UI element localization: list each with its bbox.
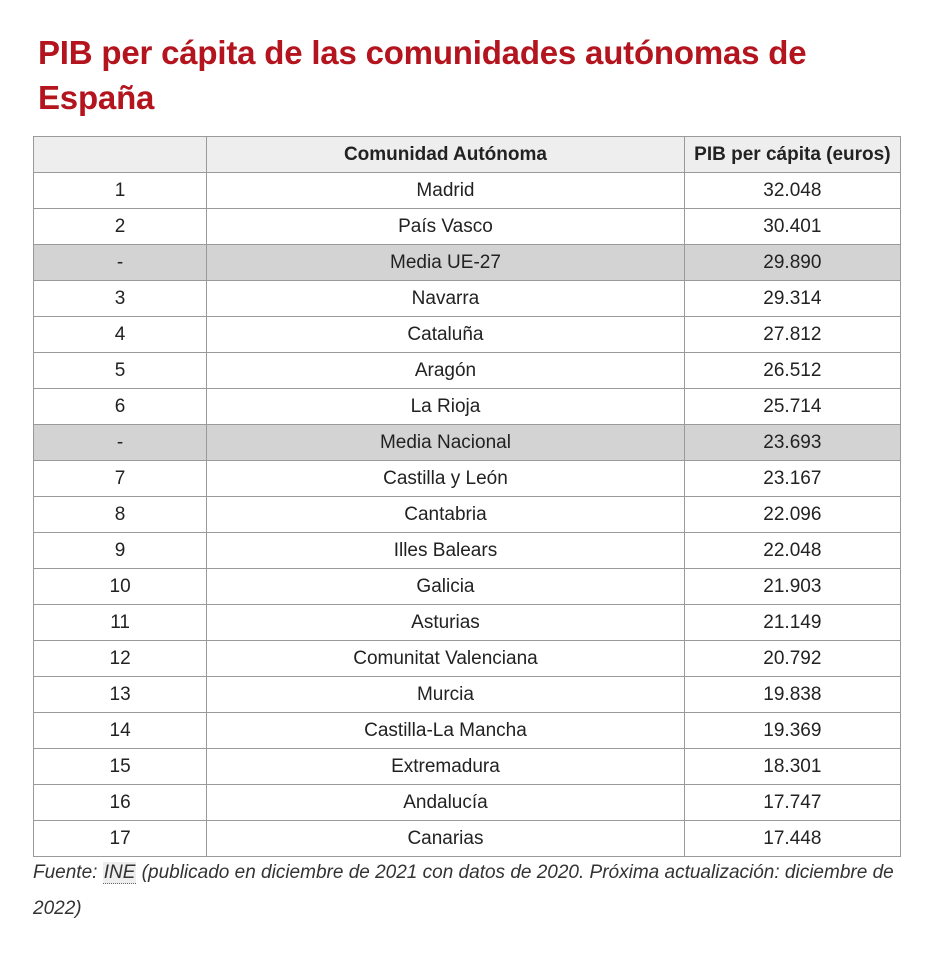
table-row [34, 641, 901, 677]
cell-gdp-per-capita: 29.314 [684, 281, 900, 317]
table-row [34, 425, 901, 461]
table-row [34, 533, 901, 569]
cell-community: Aragón [207, 353, 685, 389]
table-body [34, 173, 901, 857]
cell-rank: 3 [34, 281, 207, 317]
cell-rank: 6 [34, 389, 207, 425]
cell-rank: 14 [34, 713, 207, 749]
table-row [34, 317, 901, 353]
cell-gdp-per-capita: 19.838 [684, 677, 900, 713]
cell-community: La Rioja [207, 389, 685, 425]
cell-rank: 11 [34, 605, 207, 641]
cell-gdp-per-capita: 20.792 [684, 641, 900, 677]
cell-gdp-per-capita: 21.149 [684, 605, 900, 641]
table-row [34, 245, 901, 281]
cell-gdp-per-capita: 30.401 [684, 209, 900, 245]
cell-rank: 4 [34, 317, 207, 353]
table-row [34, 353, 901, 389]
cell-community: Cantabria [207, 497, 685, 533]
header-gdp-per-capita: PIB per cápita (euros) [684, 137, 900, 173]
table-row [34, 713, 901, 749]
cell-rank: 15 [34, 749, 207, 785]
header-community: Comunidad Autónoma [207, 137, 685, 173]
page-title: PIB per cápita de las comunidades autónomas de España [38, 34, 807, 116]
cell-gdp-per-capita: 32.048 [684, 173, 900, 209]
cell-rank: - [34, 245, 207, 281]
cell-community: Canarias [207, 821, 685, 857]
cell-community: Galicia [207, 569, 685, 605]
cell-gdp-per-capita: 21.903 [684, 569, 900, 605]
table-row [34, 497, 901, 533]
cell-gdp-per-capita: 22.096 [684, 497, 900, 533]
cell-gdp-per-capita: 25.714 [684, 389, 900, 425]
cell-community: Murcia [207, 677, 685, 713]
cell-rank: 13 [34, 677, 207, 713]
table-row [34, 281, 901, 317]
cell-rank: 17 [34, 821, 207, 857]
cell-rank: 9 [34, 533, 207, 569]
cell-gdp-per-capita: 23.167 [684, 461, 900, 497]
source-link-ine[interactable]: INE [103, 862, 136, 883]
table-row [34, 605, 901, 641]
table-row [34, 173, 901, 209]
cell-rank: - [34, 425, 207, 461]
cell-rank: 12 [34, 641, 207, 677]
header-rank [34, 137, 207, 173]
cell-community: Cataluña [207, 317, 685, 353]
cell-rank: 16 [34, 785, 207, 821]
cell-gdp-per-capita: 22.048 [684, 533, 900, 569]
pib-table [33, 136, 901, 857]
cell-community: Comunitat Valenciana [207, 641, 685, 677]
cell-gdp-per-capita: 26.512 [684, 353, 900, 389]
cell-community: Navarra [207, 281, 685, 317]
table-row [34, 677, 901, 713]
cell-community: Castilla-La Mancha [207, 713, 685, 749]
cell-community: Asturias [207, 605, 685, 641]
cell-gdp-per-capita: 23.693 [684, 425, 900, 461]
cell-gdp-per-capita: 17.747 [684, 785, 900, 821]
cell-gdp-per-capita: 17.448 [684, 821, 900, 857]
table-row [34, 821, 901, 857]
cell-community: Andalucía [207, 785, 685, 821]
cell-community: Media Nacional [207, 425, 685, 461]
table-row [34, 569, 901, 605]
table-row [34, 461, 901, 497]
cell-community: Media UE-27 [207, 245, 685, 281]
table-header-row [34, 137, 901, 173]
cell-community: Illes Balears [207, 533, 685, 569]
table-row [34, 749, 901, 785]
source-note [33, 855, 913, 927]
table-row [34, 209, 901, 245]
table-row [34, 389, 901, 425]
cell-community: Castilla y León [207, 461, 685, 497]
cell-rank: 7 [34, 461, 207, 497]
cell-rank: 2 [34, 209, 207, 245]
table-row [34, 785, 901, 821]
cell-gdp-per-capita: 19.369 [684, 713, 900, 749]
cell-rank: 10 [34, 569, 207, 605]
source-prefix: Fuente: [33, 862, 103, 883]
cell-community: Madrid [207, 173, 685, 209]
cell-rank: 5 [34, 353, 207, 389]
cell-community: Extremadura [207, 749, 685, 785]
cell-rank: 1 [34, 173, 207, 209]
cell-community: País Vasco [207, 209, 685, 245]
cell-gdp-per-capita: 27.812 [684, 317, 900, 353]
cell-gdp-per-capita: 18.301 [684, 749, 900, 785]
source-text: (publicado en diciembre de 2021 con datos de 2020. Próxima actualización: diciembre de 2022) [33, 862, 894, 919]
cell-rank: 8 [34, 497, 207, 533]
cell-gdp-per-capita: 29.890 [684, 245, 900, 281]
